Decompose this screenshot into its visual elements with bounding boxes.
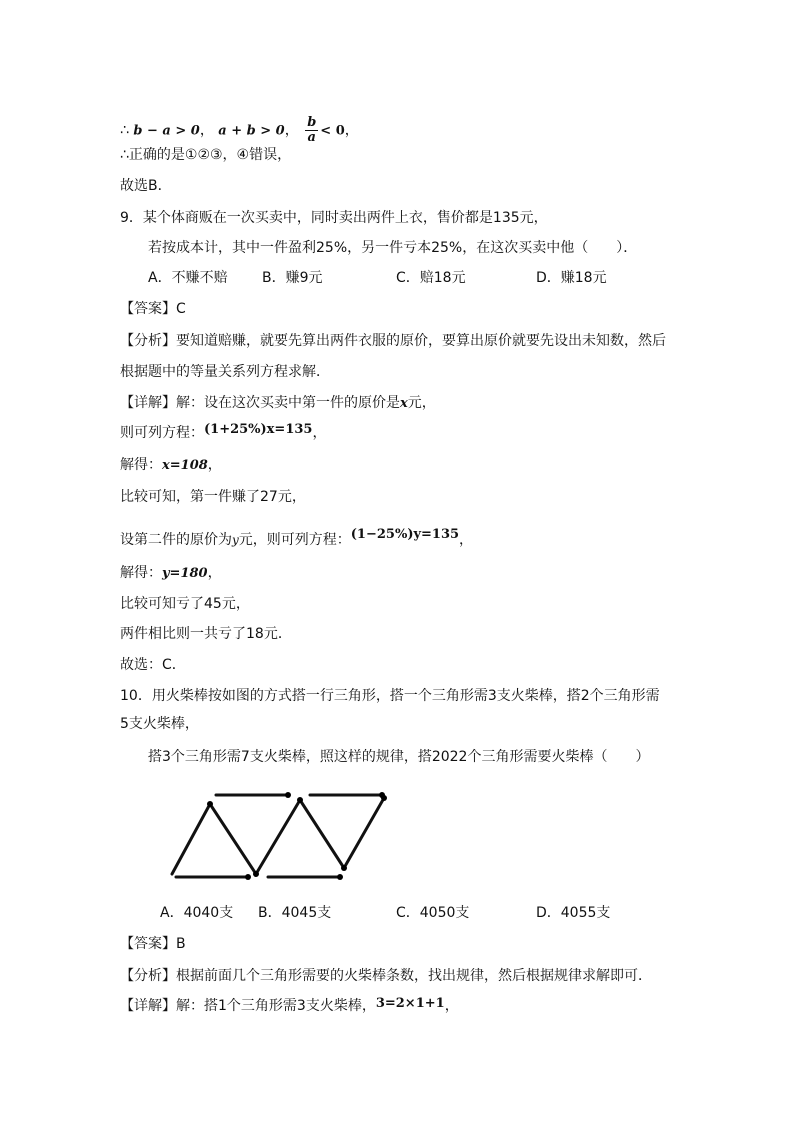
q10-option-d: D．4055支 — [536, 905, 611, 921]
separator: ， — [199, 122, 214, 139]
q10-detail-text: 【详解】解：搭1个三角形需3支火柴棒， — [120, 998, 376, 1014]
q10-answer: 【答案】B — [120, 936, 186, 952]
q9-solution-2-line — [120, 563, 222, 584]
q9-equation-1-line — [120, 423, 326, 444]
q9-option-a: A．不赚不赔 — [148, 270, 228, 286]
stick-bottom-2-head — [337, 874, 343, 880]
variable-y: y — [232, 533, 239, 547]
stick-right-1 — [210, 804, 256, 874]
q9-detail-1-unit: 元， — [407, 395, 436, 411]
inequality-1: b − a > 0 — [133, 123, 200, 139]
q9-choose: 故选：C． — [120, 657, 186, 673]
stick-left-2 — [256, 800, 300, 874]
q9-solution-1-line — [120, 455, 222, 476]
q9-solution-1: x=108 — [162, 458, 208, 473]
fraction-b-over-a — [305, 116, 318, 145]
line-end: ， — [444, 998, 459, 1014]
stick-right-2 — [300, 800, 344, 868]
q9-solution-2: y=180 — [162, 566, 208, 581]
stick-top-1-head — [285, 792, 291, 798]
line-end: ， — [207, 457, 222, 473]
q9-detail-1 — [120, 393, 436, 414]
stick-bottom-1-head — [245, 874, 251, 880]
line-end: ， — [344, 122, 359, 139]
q9-compare-2: 比较可知亏了45元， — [120, 596, 250, 612]
variable-x: x — [400, 396, 408, 411]
q9-equation-2: (1−25%)y=135 — [350, 527, 460, 542]
q9-option-d: D．赚18元 — [536, 270, 607, 286]
inequality-3-relation: < 0 — [320, 123, 345, 139]
q9-equation-1: (1+25%)x=135 — [204, 422, 313, 437]
fraction-numerator: b — [307, 115, 317, 130]
q9-compare-1: 比较可知，第一件赚了27元， — [120, 489, 306, 505]
q10-analysis: 【分析】根据前面几个三角形需要的火柴棒条数，找出规律，然后根据规律求解即可． — [120, 968, 652, 984]
q10-stem-1: 10．用火柴棒按如图的方式搭一行三角形，搭一个三角形需3支火柴棒，搭2个三角形需 — [120, 688, 660, 704]
q9-stem-2: 若按成本计，其中一件盈利25%，另一件亏本25%，在这次买卖中他（ ）． — [148, 240, 638, 256]
q10-option-a: A．4040支 — [160, 905, 234, 921]
line-end: ， — [207, 565, 222, 581]
q10-stem-2: 5支火柴棒， — [120, 716, 199, 732]
q9-second-text-2: 元，则可列方程： — [238, 532, 351, 548]
stick-right-2-head — [341, 865, 347, 871]
q10-stem-3: 搭3个三角形需7支火柴棒，照这样的规律，搭2022个三角形需要火柴棒（ ） — [148, 749, 650, 765]
matchstick-figure — [160, 788, 400, 888]
q9-equation-1-label: 则可列方程： — [120, 425, 204, 441]
q9-solution-1-label: 解得： — [120, 457, 162, 473]
therefore-symbol: ∴ — [120, 122, 129, 139]
separator: ， — [284, 122, 299, 139]
stick-left-1-head — [207, 801, 213, 807]
line-end: ， — [459, 532, 474, 548]
stick-left-1 — [172, 804, 210, 874]
q9-second-line — [120, 527, 474, 551]
q9-option-c: C．赔18元 — [396, 270, 466, 286]
q9-option-b: B．赚9元 — [262, 270, 323, 286]
correct-statement: ∴正确的是①②③，④错误， — [120, 147, 292, 163]
q9-analysis-1: 【分析】要知道赔赚，就要先算出两件衣服的原价，要算出原价就要先设出未知数，然后 — [120, 333, 666, 349]
q9-stem: 9．某个体商贩在一次买卖中，同时卖出两件上衣，售价都是135元， — [120, 210, 548, 226]
q10-option-b: B．4045支 — [258, 905, 332, 921]
q9-solution-2-label: 解得： — [120, 565, 162, 581]
stick-right-1-head — [253, 871, 259, 877]
q10-detail-equation: 3=2×1+1 — [375, 996, 445, 1011]
line-end: ， — [312, 425, 327, 441]
q9-total: 两件相比则一共亏了18元． — [120, 626, 292, 642]
stick-left-3-head — [381, 795, 387, 801]
choose-b: 故选B． — [120, 178, 172, 194]
q9-second-text: 设第二件的原价为 — [120, 532, 232, 548]
fraction-denominator: a — [307, 130, 316, 145]
condition-line — [120, 116, 359, 145]
q10-detail-line — [120, 996, 459, 1017]
inequality-2: a + b > 0 — [218, 123, 285, 139]
q10-option-c: C．4050支 — [396, 905, 470, 921]
stick-left-3 — [344, 798, 384, 868]
stick-left-2-head — [297, 797, 303, 803]
q9-detail-1-text: 【详解】解：设在这次买卖中第一件的原价是 — [120, 395, 400, 411]
q9-analysis-2: 根据题中的等量关系列方程求解． — [120, 364, 330, 380]
q9-answer: 【答案】C — [120, 301, 186, 317]
